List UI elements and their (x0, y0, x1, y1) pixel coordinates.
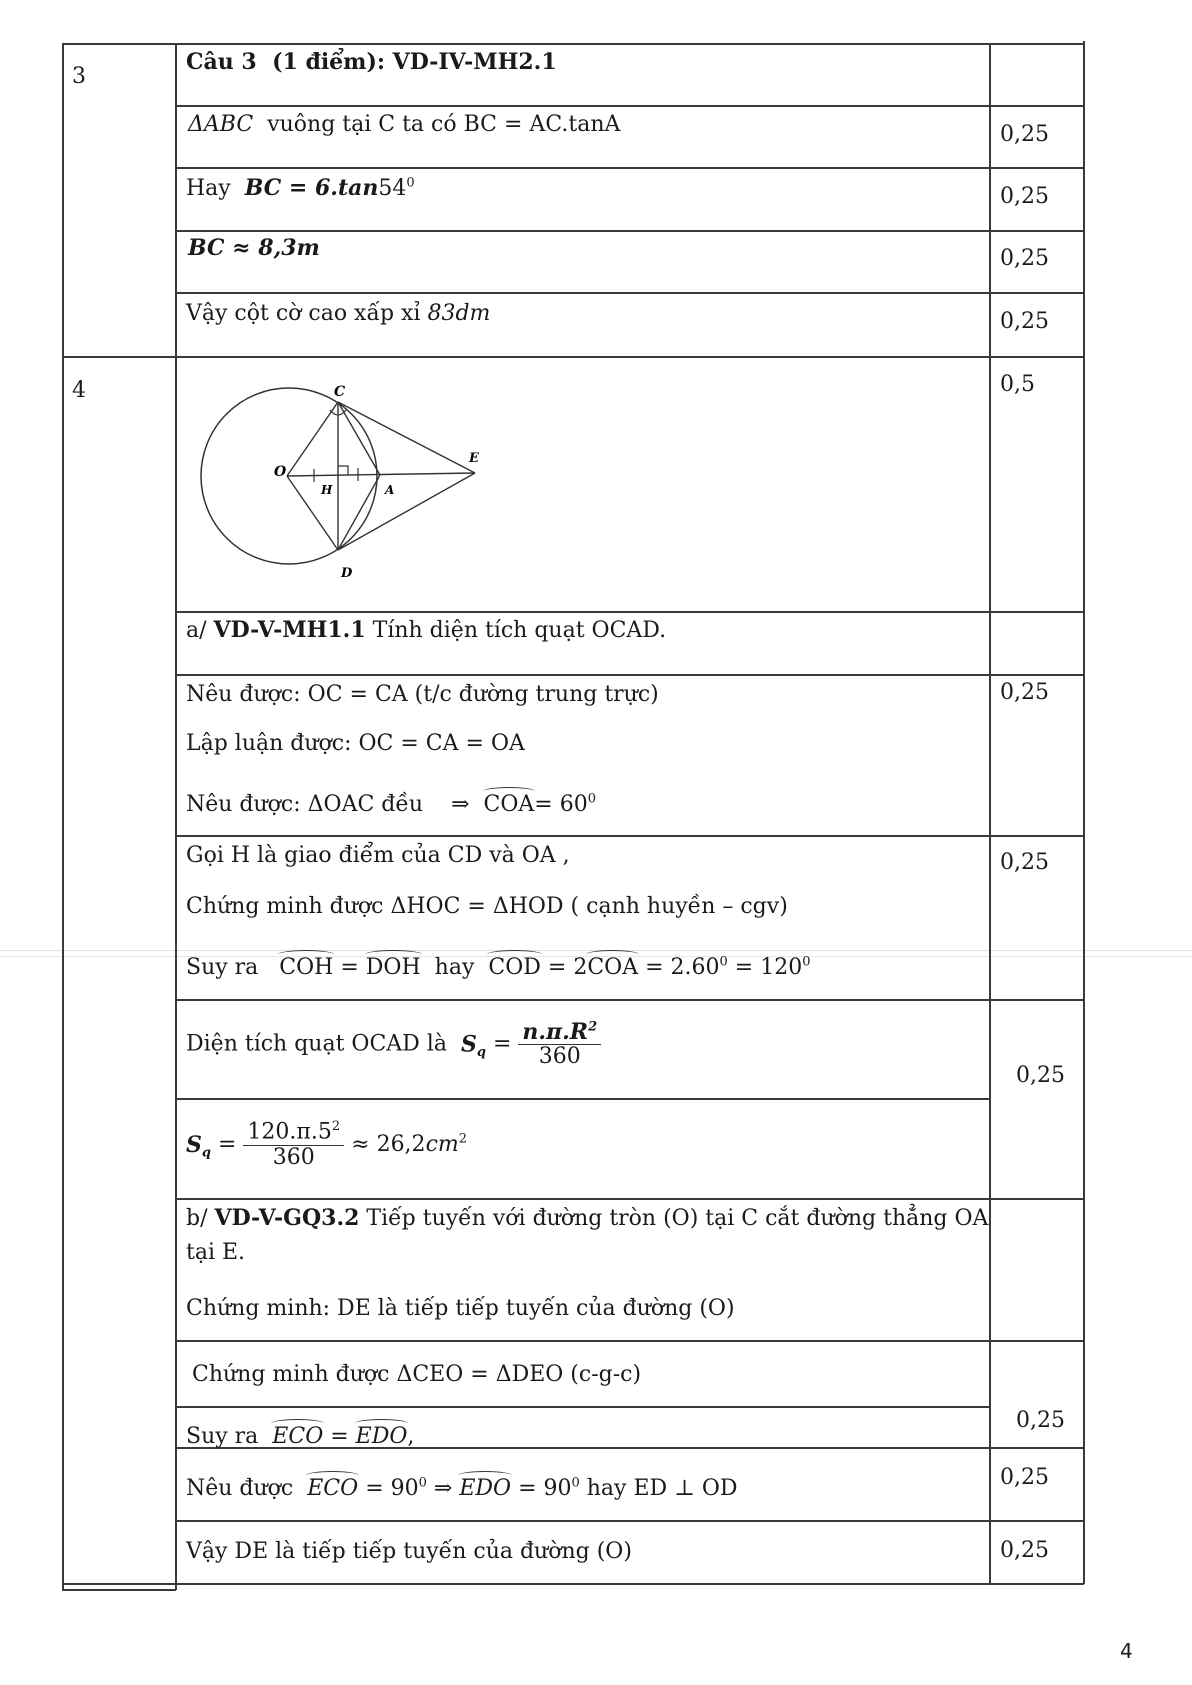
part-a-b1-line1: Nêu được: OC = CA (t/c đường trung trực) (186, 682, 659, 707)
tangent-de (338, 473, 475, 550)
part-a-b2-line2: Chứng minh được ΔHOC = ΔHOD ( cạnh huyền – cgv) (186, 894, 788, 919)
table-border-top (62, 43, 1084, 45)
table-divider-col1 (175, 43, 177, 1590)
part-a-b2-line3: Suy ra COH = DOH hay COD = $2COA = 2.60^0 = 120^0$ (186, 954, 811, 980)
label-h: H (321, 483, 333, 497)
q3-score-2: 0,25 (1000, 184, 1049, 209)
row-line (175, 1098, 989, 1100)
row-line (175, 835, 1083, 837)
question-number-4: 4 (72, 378, 86, 403)
part-b-score-12: 0,25 (1016, 1408, 1065, 1433)
label-o: O (274, 464, 287, 480)
part-a-score-2: 0,25 (1000, 850, 1049, 875)
table-border-bottom (62, 1583, 1084, 1585)
part-a-b1-line2: Lập luận được: OC = CA = OA (186, 731, 525, 756)
part-a-b1-line3: Nêu được: ΔOAC đều ⇒ $COA= 60^0$ (186, 791, 596, 817)
row-line (175, 1406, 989, 1408)
label-a: A (385, 483, 395, 497)
page-number: 4 (1120, 1639, 1133, 1663)
figure-score: 0,5 (1000, 372, 1035, 397)
label-d: D (341, 566, 353, 581)
row-line (175, 611, 1083, 613)
label-c: C (334, 384, 346, 400)
question-label: Câu 3 (186, 49, 257, 75)
question-3-header (186, 50, 557, 75)
part-b-line2: Suy ra ECO = EDO, (186, 1424, 415, 1449)
part-b-line4: Vậy DE là tiếp tiếp tuyến của đường (O) (186, 1539, 632, 1564)
table-divider-col2 (989, 43, 991, 1584)
question-points: (1 điểm): (272, 49, 385, 75)
part-b-header-line2: tại E. (186, 1240, 246, 1265)
part-a-score-1: 0,25 (1000, 680, 1049, 705)
row-line (175, 1340, 1083, 1342)
row-line (175, 167, 1083, 169)
part-b-score-4: 0,25 (1000, 1538, 1049, 1563)
q3-line-1: ΔABC vuông tại C ta có BC = AC.tanA (188, 112, 621, 137)
table-border-left (62, 43, 64, 1590)
part-a-header: a/ VD-V-MH1.1 Tính diện tích quạt OCAD. (186, 617, 667, 643)
q3-line-4: Vậy cột cờ cao xấp xỉ 83dm (186, 301, 491, 326)
part-b-line3: Nêu được ECO = $90^0$ ⇒ EDO = $90^0$ hay ED ⊥ OD (186, 1475, 738, 1501)
part-b-header-line1: b/ VD-V-GQ3.2 Tiếp tuyến với đường tròn (O) tại C cắt đường thẳng OA (186, 1205, 989, 1231)
table-border-right (1083, 41, 1085, 1584)
geometry-figure (180, 370, 500, 595)
part-a-b3-formula: Diện tích quạt OCAD là $S_q$ = $\frac{n.\pi.R^2}{360}$ (186, 1020, 601, 1069)
q3-score-1: 0,25 (1000, 122, 1049, 147)
row-line (175, 1198, 1083, 1200)
part-b-score-3: 0,25 (1000, 1465, 1049, 1490)
part-a-score-34: 0,25 (1016, 1063, 1065, 1088)
right-angle-mark (338, 466, 348, 475)
row-separator (62, 356, 1084, 358)
row-line (175, 230, 1083, 232)
question-number-3: 3 (72, 64, 86, 89)
question-code: VD-IV-MH2.1 (392, 49, 557, 75)
q3-score-4: 0,25 (1000, 309, 1049, 334)
part-a-b2-line1: Gọi H là giao điểm của CD và OA , (186, 843, 570, 868)
part-b-header-line3: Chứng minh: DE là tiếp tiếp tuyến của đường (O) (186, 1296, 735, 1321)
q3-line-3: BC ≈ 8,3m (188, 235, 320, 261)
row-line (175, 292, 1083, 294)
label-e: E (469, 451, 479, 466)
row-line (175, 1520, 1083, 1522)
row-line (175, 999, 1083, 1001)
segment-oc (287, 402, 338, 476)
row-line (175, 674, 1083, 676)
q3-line-2: Hay BC = $6.\tan 54^0$ (186, 175, 415, 201)
line-oe (287, 473, 475, 476)
part-b-line1: Chứng minh được ΔCEO = ΔDEO (c-g-c) (192, 1362, 642, 1387)
q3-score-3: 0,25 (1000, 246, 1049, 271)
table-border-bottom-left (62, 1589, 176, 1591)
row-line (175, 105, 1083, 107)
part-a-b4-formula: $S_q$ = $\frac{120.\pi.5^2}{360}$ ≈ $26,2cm^2$ (186, 1119, 468, 1170)
